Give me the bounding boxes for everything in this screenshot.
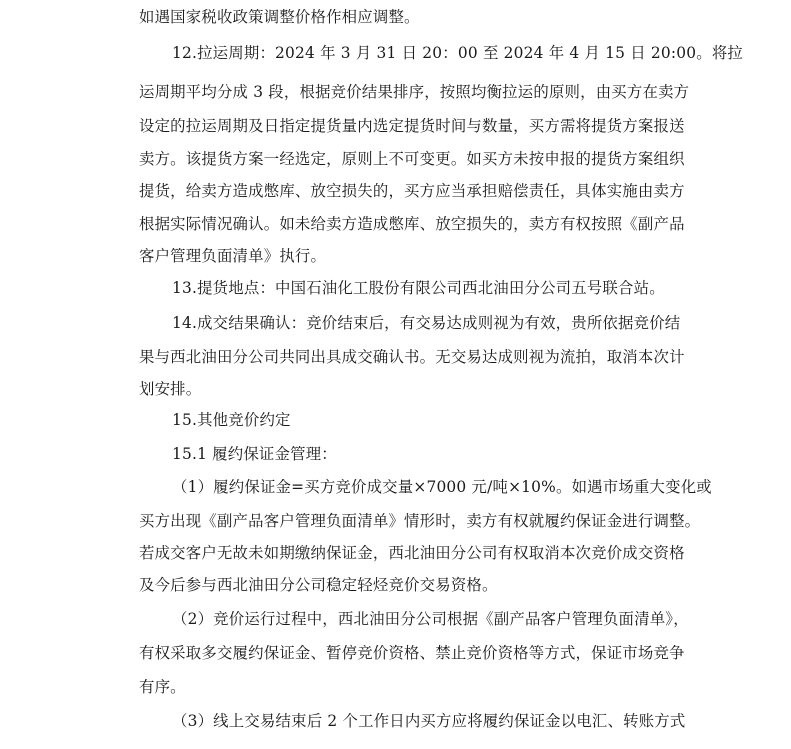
clause-14-result-confirmation: 14.成交结果确认：竞价结束后，有交易达成则视为有效，贵所依据竞价结 [172,314,681,332]
text-line: 客户管理负面清单》执行。 [139,247,327,265]
text-line: 如遇国家税收政策调整价格作相应调整。 [139,8,420,26]
text-line: 根据实际情况确认。如未给卖方造成憋库、放空损失的，卖方有权按照《副产品 [139,215,685,233]
text-line: 买方出现《副产品客户管理负面清单》情形时，卖方有权就履约保证金进行调整。 [139,512,701,530]
text-line: 提货，给卖方造成憋库、放空损失的，买方应当承担赔偿责任，具体实施由卖方 [139,182,685,200]
text-line: 划安排。 [139,380,202,398]
item-2-bidding-process: （2）竞价运行过程中，西北油田分公司根据《副产品客户管理负面清单》， [172,610,689,628]
text-line: 果与西北油田分公司共同出具成交确认书。无交易达成则视为流拍，取消本次计 [139,348,685,366]
clause-12-pickup-period: 12.拉运周期：2024 年 3 月 31 日 20：00 至 2024 年 4 月 15 日 20:00。将拉 [172,44,744,62]
text-line: 运周期平均分成 3 段，根据竞价结果排序，按照均衡拉运的原则，由买方在卖方 [139,83,690,101]
clause-15-heading: 15.其他竞价约定 [172,411,291,429]
text-line: 有权采取多交履约保证金、暂停竞价资格、禁止竞价资格等方式，保证市场竞争 [139,644,685,662]
item-3-after-trade: （3）线上交易结束后 2 个工作日内买方应将履约保证金以电汇、转账方式 [172,712,686,730]
text-line: 若成交客户无故未如期缴纳保证金，西北油田分公司有权取消本次竞价成交资格 [139,544,685,562]
text-line: 设定的拉运周期及日指定提货量内选定提货时间与数量，买方需将提货方案报送 [139,117,685,135]
item-1-deposit: （1）履约保证金=买方竞价成交量×7000 元/吨×10%。如遇市场重大变化或 [172,478,712,496]
text-line: 卖方。该提货方案一经选定，原则上不可变更。如买方未按申报的提货方案组织 [139,150,685,168]
clause-15-1-heading: 15.1 履约保证金管理： [172,445,337,463]
text-line: 有序。 [139,678,186,696]
text-line: 及今后参与西北油田分公司稳定轻烃竞价交易资格。 [139,576,498,594]
clause-13-pickup-location: 13.提货地点：中国石油化工股份有限公司西北油田分公司五号联合站。 [172,279,665,297]
